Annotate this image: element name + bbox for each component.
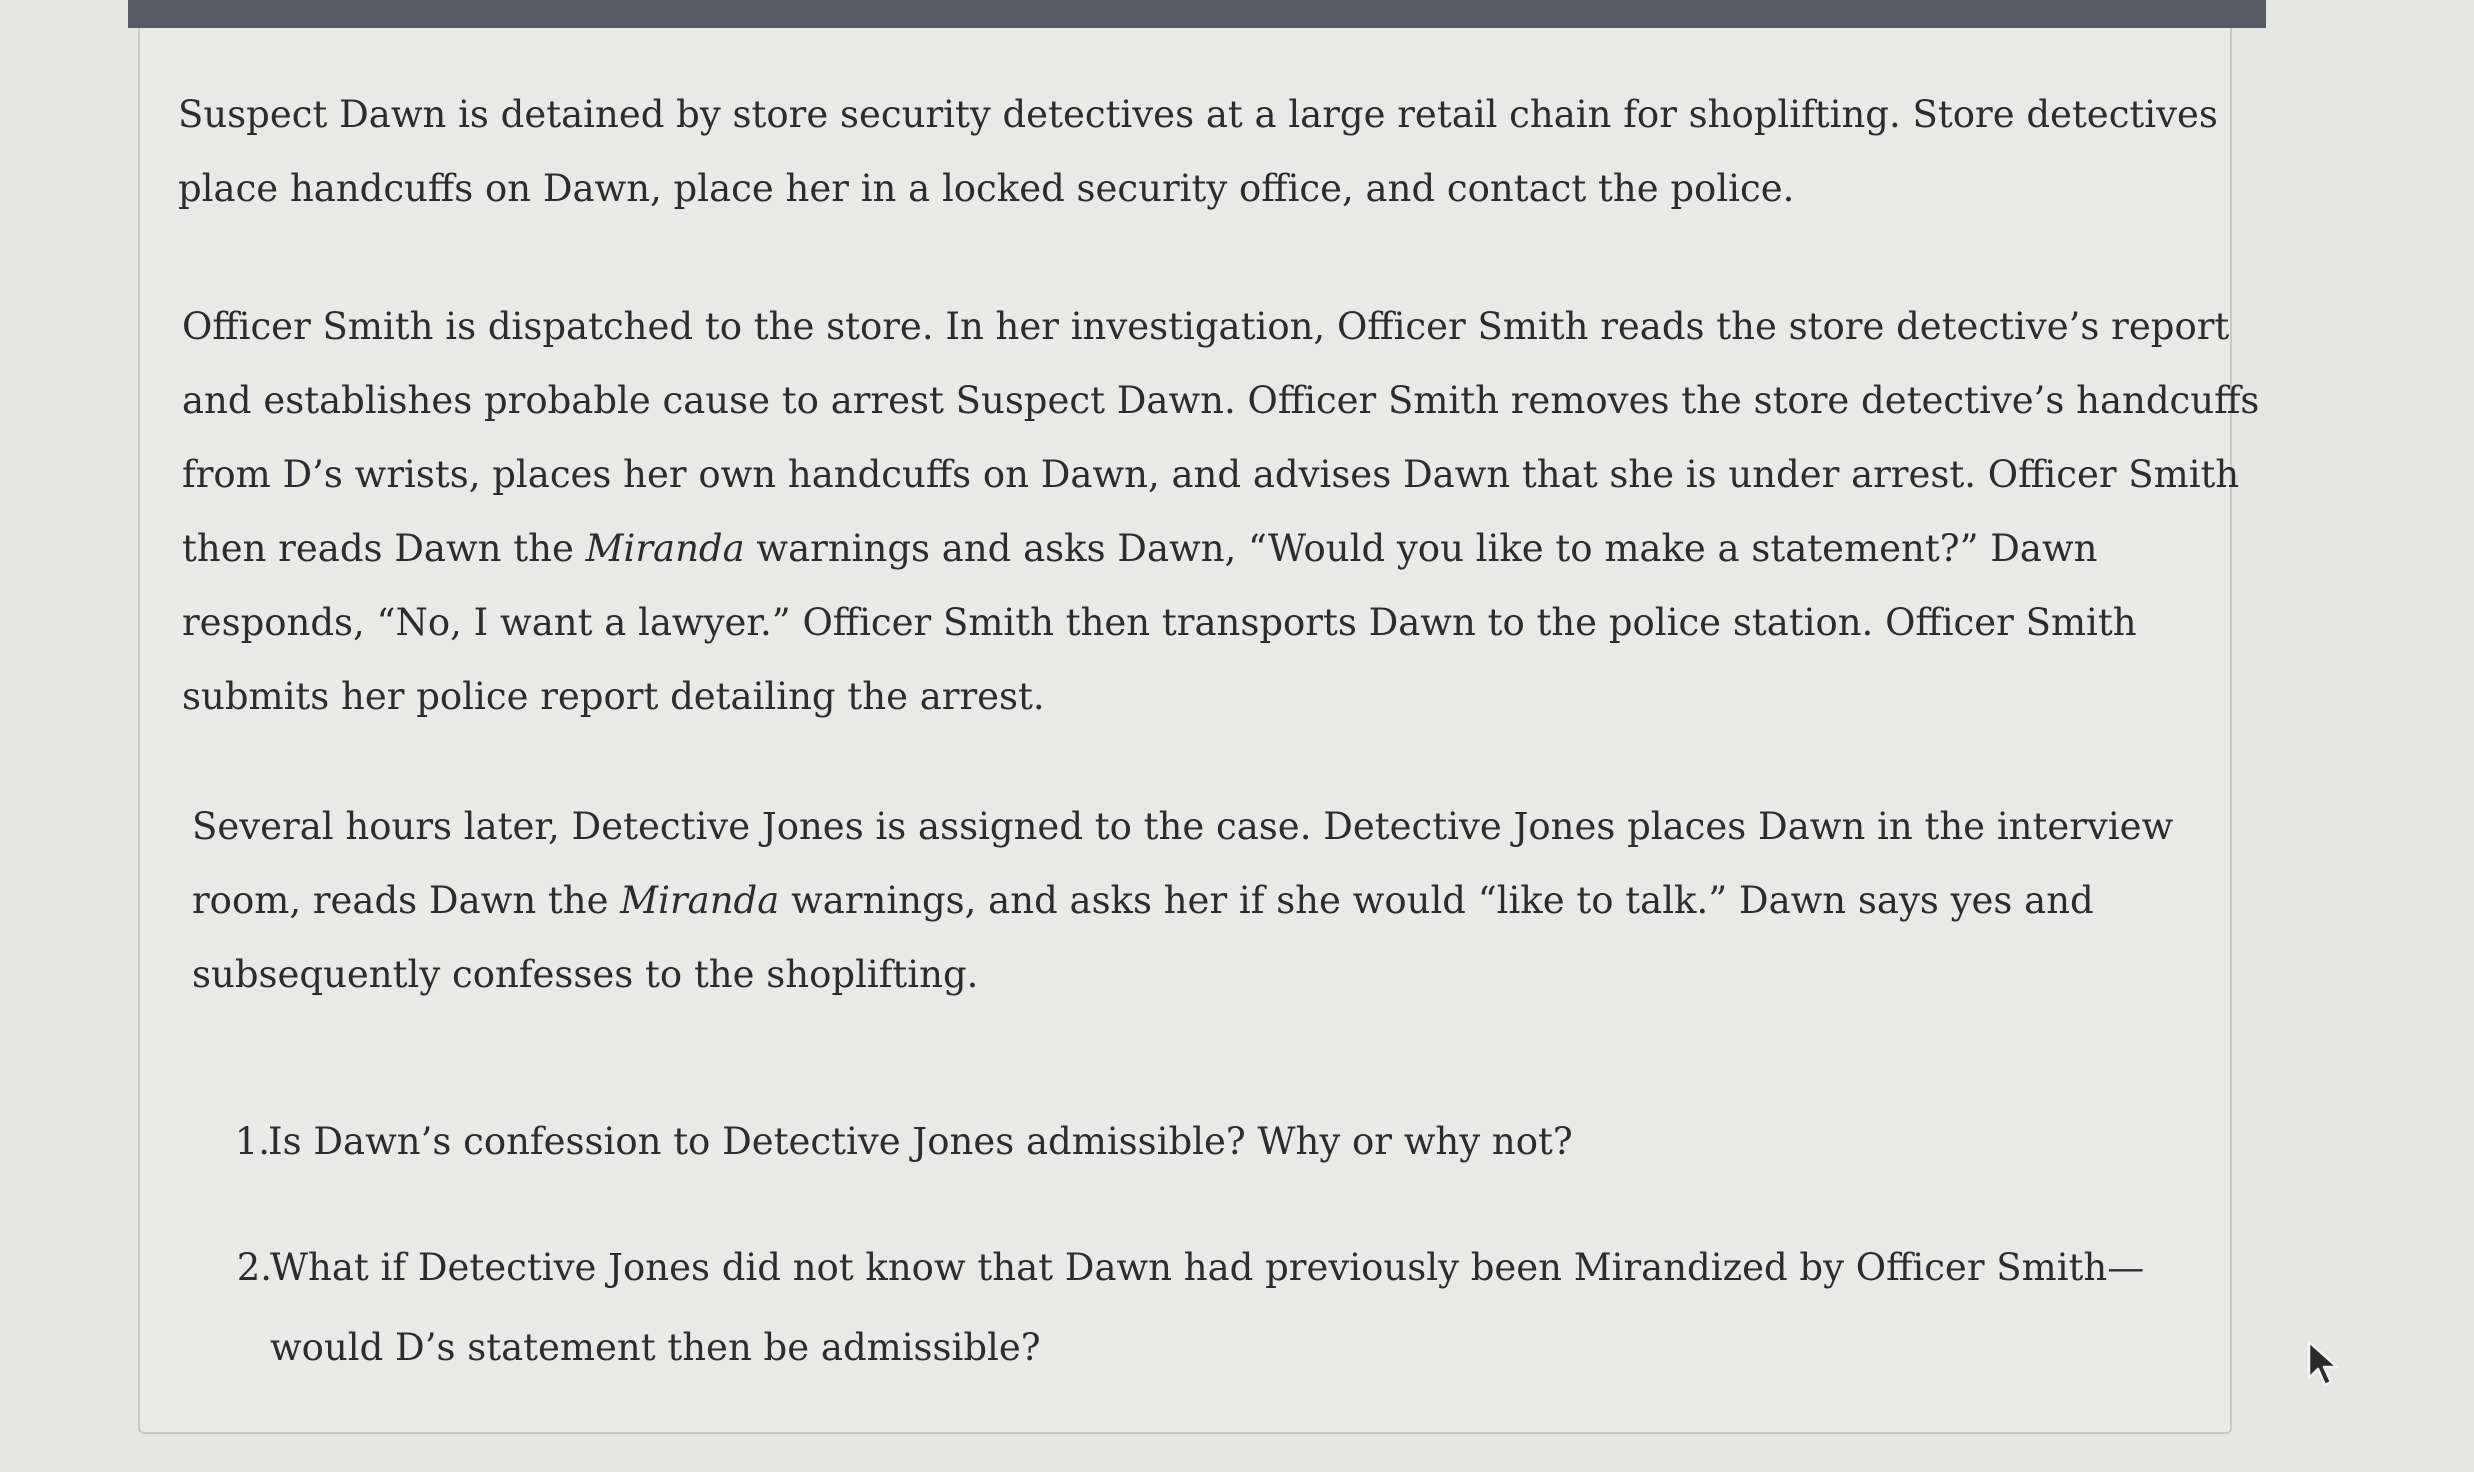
miranda-term: Miranda <box>585 527 745 570</box>
top-bar <box>128 0 2266 28</box>
paragraph-3-text-a: Several hours later, Detective Jones is assigned to the case. Detective Jones places Dawn in the interview room, reads Dawn the <box>192 805 2174 922</box>
question-number: 1. <box>234 1120 270 1163</box>
miranda-term: Miranda <box>620 879 780 922</box>
scenario-paragraph-1 <box>178 78 2258 226</box>
question-text: What if Detective Jones did not know that Dawn had previously been Mirandized by Officer Smith—would D’s statement then be admissible? <box>270 1246 2145 1369</box>
scenario-paragraph-2 <box>182 290 2262 734</box>
mouse-pointer-icon <box>2306 1340 2340 1388</box>
scenario-paragraph-3 <box>192 790 2272 1012</box>
paragraph-2-text-a: Officer Smith is dispatched to the store. In her investigation, Officer Smith reads the store detective’s report and establishes probable cause to arrest Suspect Dawn. Officer Smith removes the store detective’s handcuffs from D’s wrists, places her own handcuffs on Dawn, and advises Dawn that she is under arrest. Officer Smith then reads Dawn the <box>182 305 2260 570</box>
paragraph-3-text-b: warnings, and asks her if she would “like to talk.” Dawn says yes and subsequently confesses to the shoplifting. <box>192 879 2094 996</box>
question-text: Is Dawn’s confession to Detective Jones admissible? Why or why not? <box>268 1120 1573 1163</box>
paragraph-2-text-b: warnings and asks Dawn, “Would you like to make a statement?” Dawn responds, “No, I want a lawyer.” Officer Smith then transports Dawn to the police station. Officer Smith submits her police report detailing the arrest. <box>182 527 2137 718</box>
question-item-2 <box>226 1228 2176 1388</box>
question-number: 2. <box>236 1246 272 1289</box>
paragraph-1-text: Suspect Dawn is detained by store security detectives at a large retail chain for shoplifting. Store detectives place handcuffs on Dawn, place her in a locked security office, and contact the police. <box>178 93 2218 210</box>
question-item-1 <box>224 1102 2174 1182</box>
